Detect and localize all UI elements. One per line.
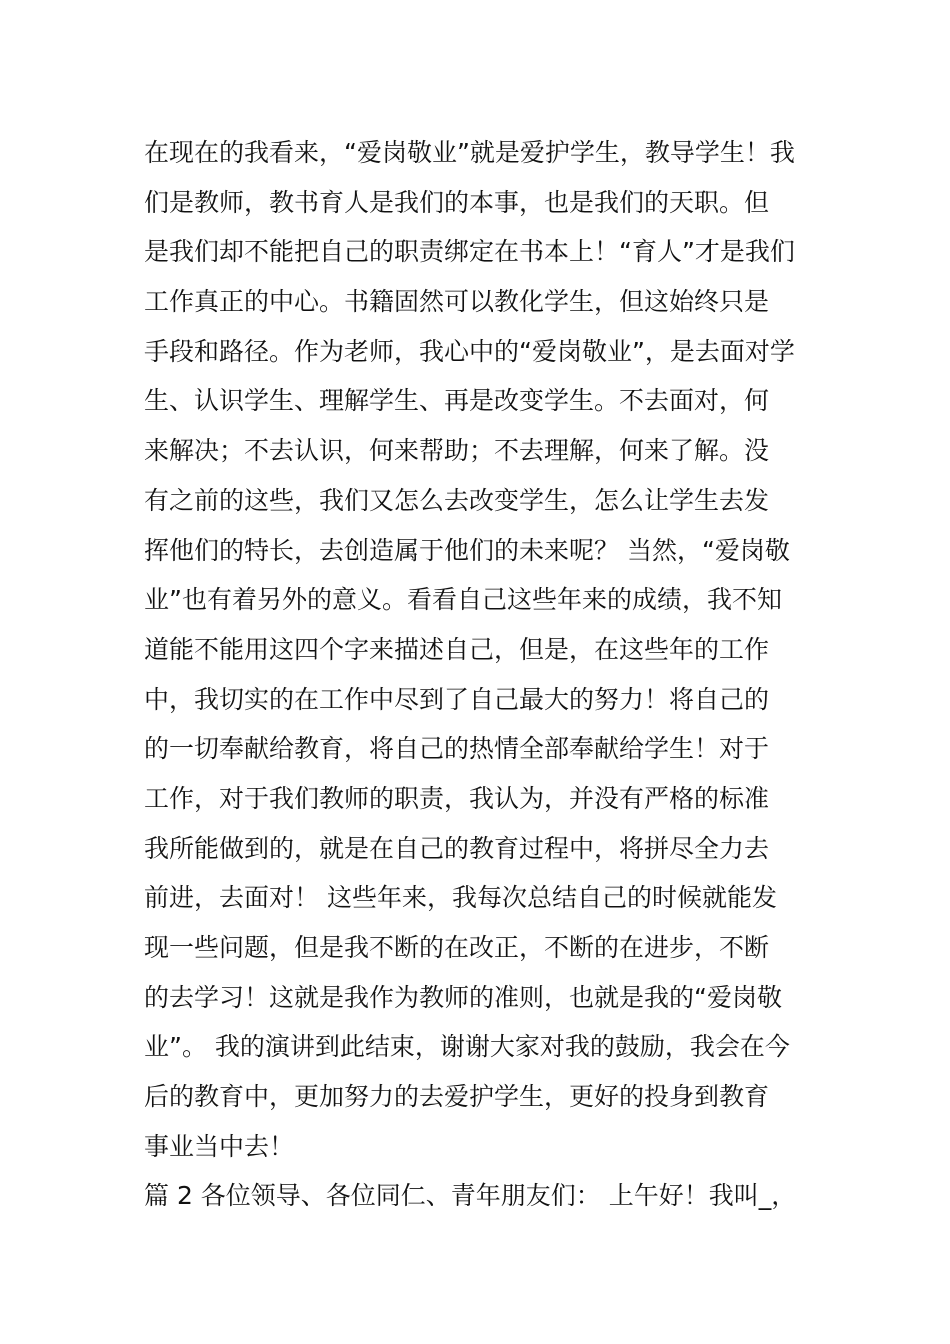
text-line: 们是教师，教书育人是我们的本事，也是我们的天职。但 xyxy=(144,187,770,217)
text-line: 我所能做到的，就是在自己的教育过程中，将拼尽全力去 xyxy=(144,833,770,863)
text-line: 是我们却不能把自己的职责绑定在书本上！“育人”才是我们 xyxy=(144,237,795,267)
text-line: 业”也有着另外的意义。看看自己这些年来的成绩，我不知 xyxy=(144,585,782,615)
text-line: 工作真正的中心。书籍固然可以教化学生，但这始终只是 xyxy=(144,287,770,317)
text-line: 来解决；不去认识，何来帮助；不去理解，何来了解。没 xyxy=(144,436,770,466)
text-line: 中，我切实的在工作中尽到了自己最大的努力！将自己的 xyxy=(144,684,770,714)
text-line: 前进，去面对！ 这些年来，我每次总结自己的时候就能发 xyxy=(144,883,777,913)
text-line: 业”。 我的演讲到此结束，谢谢大家对我的鼓励，我会在今 xyxy=(144,1032,790,1062)
text-line: 挥他们的特长，去创造属于他们的未来呢？ 当然，“爱岗敬 xyxy=(144,535,790,565)
body-text xyxy=(144,128,814,1221)
text-line: 事业当中去！ xyxy=(144,1131,295,1161)
text-line: 的一切奉献给教育，将自己的热情全部奉献给学生！对于 xyxy=(144,734,770,764)
text-line: 有之前的这些，我们又怎么去改变学生，怎么让学生去发 xyxy=(144,485,770,515)
text-line: 在现在的我看来，“爱岗敬业”就是爱护学生，教导学生！我 xyxy=(144,138,795,167)
text-line: 现一些问题，但是我不断的在改正，不断的在进步，不断 xyxy=(144,933,770,962)
text-line: 的去学习！这就是我作为教师的准则，也就是我的“爱岗敬 xyxy=(144,982,782,1012)
section-heading-line: 篇 2 各位领导、各位同仁、青年朋友们： 上午好！我叫_， xyxy=(144,1181,797,1211)
text-line: 道能不能用这四个字来描述自己，但是，在这些年的工作 xyxy=(144,634,770,664)
text-line: 手段和路径。作为老师，我心中的“爱岗敬业”，是去面对学 xyxy=(144,336,795,366)
text-line: 后的教育中，更加努力的去爱护学生，更好的投身到教育 xyxy=(144,1082,770,1112)
text-line: 生、认识学生、理解学生、再是改变学生。不去面对，何 xyxy=(144,386,770,416)
text-line: 工作，对于我们教师的职责，我认为，并没有严格的标准 xyxy=(144,783,770,813)
